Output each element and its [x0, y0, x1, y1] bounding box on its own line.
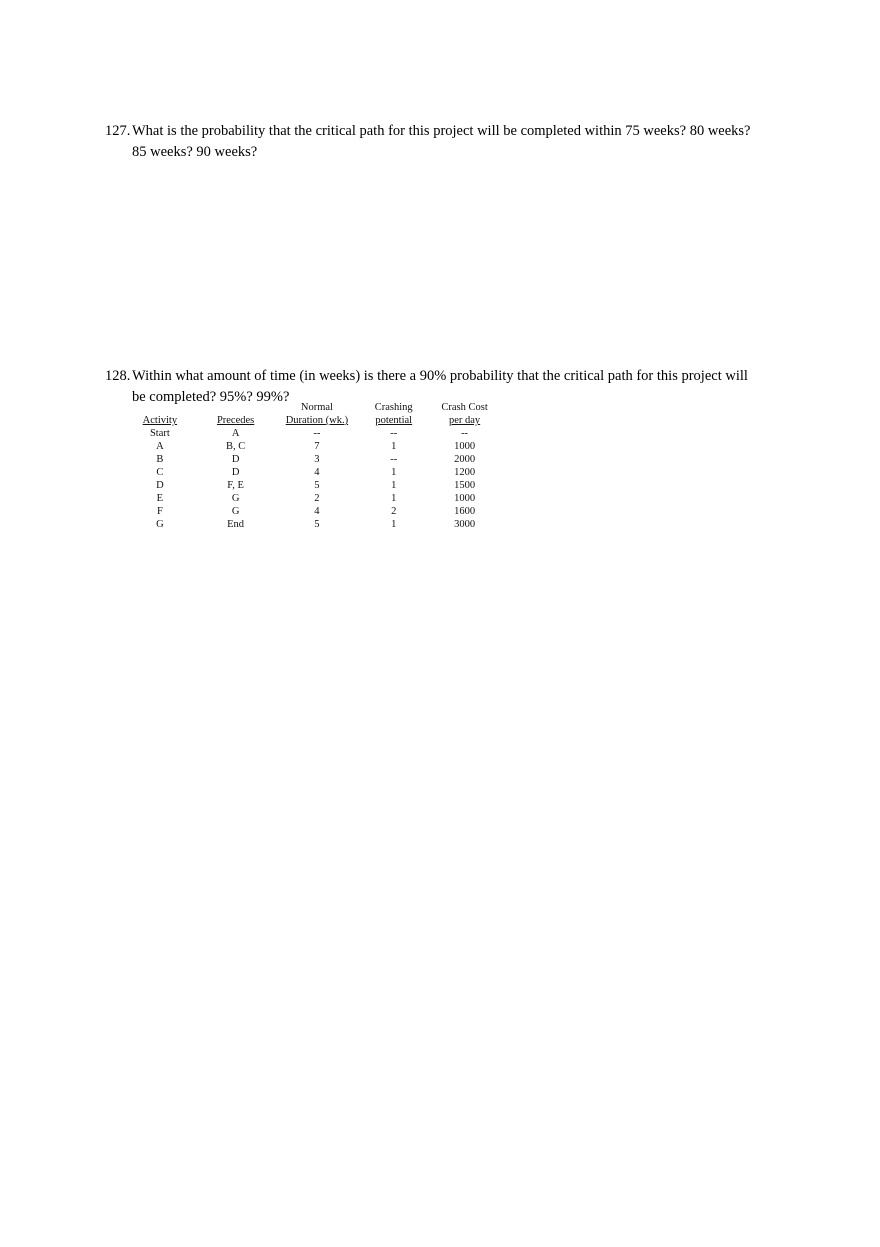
cell-crash-cost: 1500 [454, 480, 476, 491]
cell-precedes: F, E [227, 480, 244, 491]
table-row [122, 427, 502, 440]
cell-crash-cost: 1000 [454, 493, 476, 504]
table-row [122, 505, 502, 518]
cell-crash-cost: 3000 [454, 519, 476, 530]
question-number: 127. [105, 123, 131, 139]
cell-crashing: -- [390, 428, 398, 439]
question-127 [105, 121, 785, 163]
table-row [122, 518, 502, 531]
cell-crashing: 2 [391, 506, 397, 517]
cell-activity: G [156, 519, 164, 530]
cell-precedes: G [231, 506, 240, 517]
cell-crashing: 1 [391, 493, 397, 504]
cell-crashing: 1 [391, 519, 397, 530]
cell-duration: 3 [314, 454, 320, 465]
question-text-line2: 85 weeks? 90 weeks? [132, 144, 258, 160]
question-text-line1: What is the probability that the critical path for this project will be completed within 75 weeks? 80 weeks? [132, 123, 751, 139]
cell-crash-cost: 2000 [454, 454, 476, 465]
question-text-line2: be completed? 95%? 99%? [132, 389, 290, 405]
cell-crashing: 1 [391, 480, 397, 491]
activity-table [122, 401, 502, 531]
table-header-row [122, 401, 502, 427]
header-crash-cost: Crash Cost per day [441, 402, 488, 426]
cell-duration: 2 [314, 493, 320, 504]
header-normal-duration: Normal Duration (wk.) [285, 402, 349, 426]
cell-precedes: End [227, 519, 245, 530]
question-text-line1: Within what amount of time (in weeks) is there a 90% probability that the critical path for this project will [132, 368, 748, 384]
cell-activity: D [156, 480, 164, 491]
cell-crash-cost: 1600 [454, 506, 476, 517]
header-precedes: Precedes [216, 415, 255, 426]
cell-crashing: -- [390, 454, 398, 465]
cell-activity: F [156, 506, 163, 517]
cell-duration: 5 [314, 480, 320, 491]
header-activity: Activity [142, 415, 178, 426]
table-row [122, 492, 502, 505]
table-row [122, 479, 502, 492]
cell-crashing: 1 [391, 467, 397, 478]
cell-activity: E [156, 493, 164, 504]
cell-activity: C [156, 467, 164, 478]
cell-precedes: G [231, 493, 240, 504]
cell-activity: Start [149, 428, 170, 439]
cell-precedes: B, C [225, 441, 246, 452]
cell-precedes: D [231, 467, 240, 478]
table-row [122, 466, 502, 479]
cell-crash-cost: -- [461, 428, 469, 439]
cell-duration: 5 [314, 519, 320, 530]
cell-duration: 4 [314, 506, 320, 517]
cell-duration: 7 [314, 441, 320, 452]
table-row [122, 440, 502, 453]
cell-precedes: D [231, 454, 240, 465]
cell-crash-cost: 1200 [454, 467, 476, 478]
cell-duration: -- [313, 428, 321, 439]
table-row [122, 453, 502, 466]
cell-activity: B [156, 454, 164, 465]
cell-crashing: 1 [391, 441, 397, 452]
cell-crash-cost: 1000 [454, 441, 476, 452]
question-number: 128. [105, 368, 131, 384]
cell-precedes: A [231, 428, 240, 439]
cell-activity: A [156, 441, 164, 452]
header-crashing-potential: Crashing potential [374, 402, 413, 426]
cell-duration: 4 [314, 467, 320, 478]
